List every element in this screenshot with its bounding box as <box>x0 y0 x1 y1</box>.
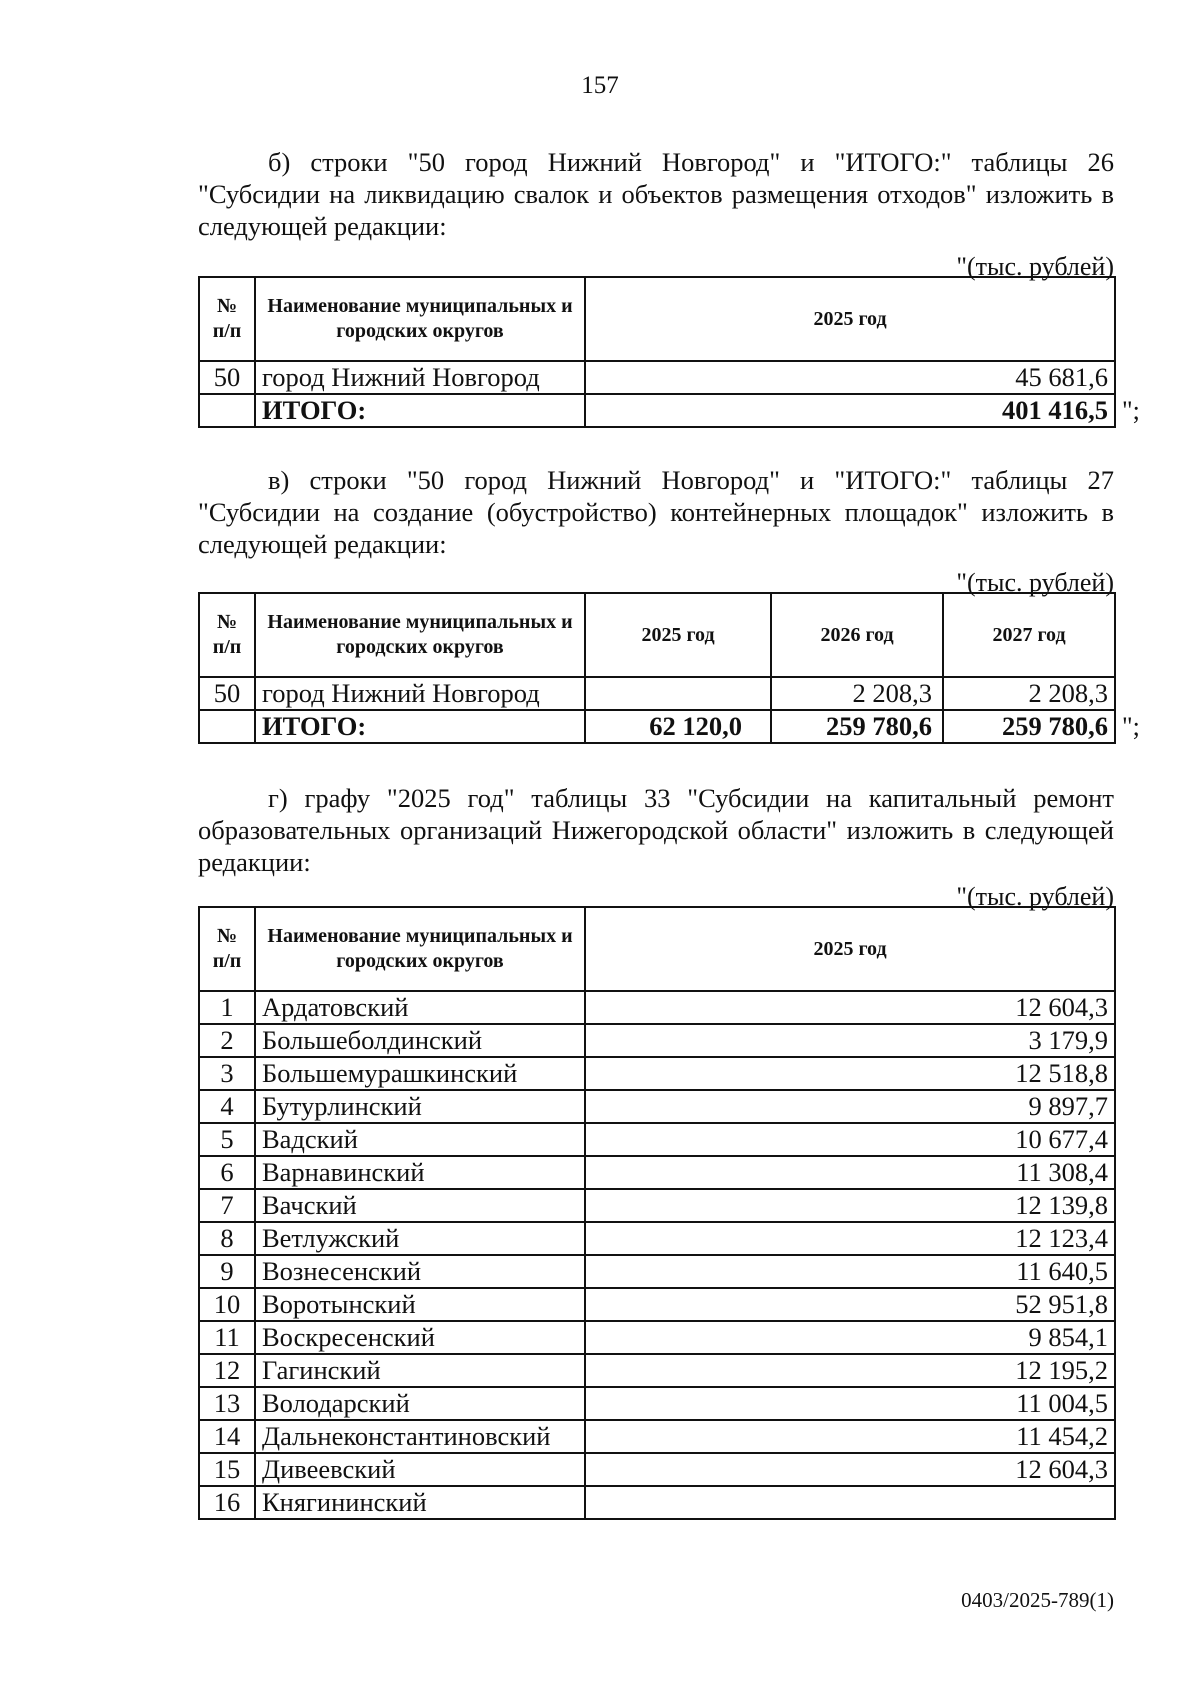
table-row: 15 Дивеевский 12 604,3 <box>199 1453 1115 1486</box>
table-row: 10 Воротынский 52 951,8 <box>199 1288 1115 1321</box>
header-name: Наименование муниципальных и городских округов <box>255 907 585 991</box>
table-row: 4 Бутурлинский 9 897,7 <box>199 1090 1115 1123</box>
header-2027: 2027 год <box>943 593 1115 677</box>
section-b-close: "; <box>1122 396 1140 425</box>
table-row: 8 Ветлужский 12 123,4 <box>199 1222 1115 1255</box>
table-row: 14 Дальнеконстантиновский 11 454,2 <box>199 1420 1115 1453</box>
section-g-units: "(тыс. рублей) <box>956 882 1114 911</box>
header-num: № п/п <box>199 907 255 991</box>
header-num: № п/п <box>199 277 255 361</box>
header-2025: 2025 год <box>585 593 771 677</box>
section-b-units: "(тыс. рублей) <box>956 252 1114 281</box>
table-33 <box>198 906 1116 1520</box>
header-2026: 2026 год <box>771 593 943 677</box>
document-code: 0403/2025-789(1) <box>961 1588 1114 1612</box>
table-row: 11 Воскресенский 9 854,1 <box>199 1321 1115 1354</box>
table-26 <box>198 276 1116 428</box>
table-33-body <box>199 991 1115 1519</box>
table-row: 7 Вачский 12 139,8 <box>199 1189 1115 1222</box>
table-row: 2 Большеболдинский 3 179,9 <box>199 1024 1115 1057</box>
section-v-close: "; <box>1122 712 1140 741</box>
table-row: 50 город Нижний Новгород 45 681,6 <box>199 361 1115 394</box>
table-row: 6 Варнавинский 11 308,4 <box>199 1156 1115 1189</box>
table-row: 16 Княгининский <box>199 1486 1115 1519</box>
section-v-units: "(тыс. рублей) <box>956 568 1114 597</box>
table-row: 50 город Нижний Новгород 2 208,3 2 208,3 <box>199 677 1115 710</box>
table-row: 9 Вознесенский 11 640,5 <box>199 1255 1115 1288</box>
section-g-text: г) графу "2025 год" таблицы 33 "Субсидии на капитальный ремонт образовательных организаций Нижегородской области" изложить в следующей редакции: <box>198 783 1114 877</box>
table-row: 5 Вадский 10 677,4 <box>199 1123 1115 1156</box>
header-num: № п/п <box>199 593 255 677</box>
page-number: 157 <box>581 72 619 99</box>
total-row: ИТОГО: 62 120,0 259 780,6 259 780,6 <box>199 710 1115 743</box>
header-name: Наименование муниципальных и городских округов <box>255 277 585 361</box>
table-row: 1 Ардатовский 12 604,3 <box>199 991 1115 1024</box>
header-2025: 2025 год <box>585 907 1115 991</box>
header-name: Наименование муниципальных и городских округов <box>255 593 585 677</box>
header-2025: 2025 год <box>585 277 1115 361</box>
table-row: 12 Гагинский 12 195,2 <box>199 1354 1115 1387</box>
table-row: 13 Володарский 11 004,5 <box>199 1387 1115 1420</box>
table-row: 3 Большемурашкинский 12 518,8 <box>199 1057 1115 1090</box>
section-v-text: в) строки "50 город Нижний Новгород" и "ИТОГО:" таблицы 27 "Субсидии на создание (обустройство) контейнерных площадок" изложить в следующей редакции: <box>198 465 1114 559</box>
section-b-text: б) строки "50 город Нижний Новгород" и "ИТОГО:" таблицы 26 "Субсидии на ликвидацию свалок и объектов размещения отходов" изложить в следующей редакции: <box>198 147 1114 241</box>
table-27 <box>198 592 1116 744</box>
total-row: ИТОГО: 401 416,5 <box>199 394 1115 427</box>
